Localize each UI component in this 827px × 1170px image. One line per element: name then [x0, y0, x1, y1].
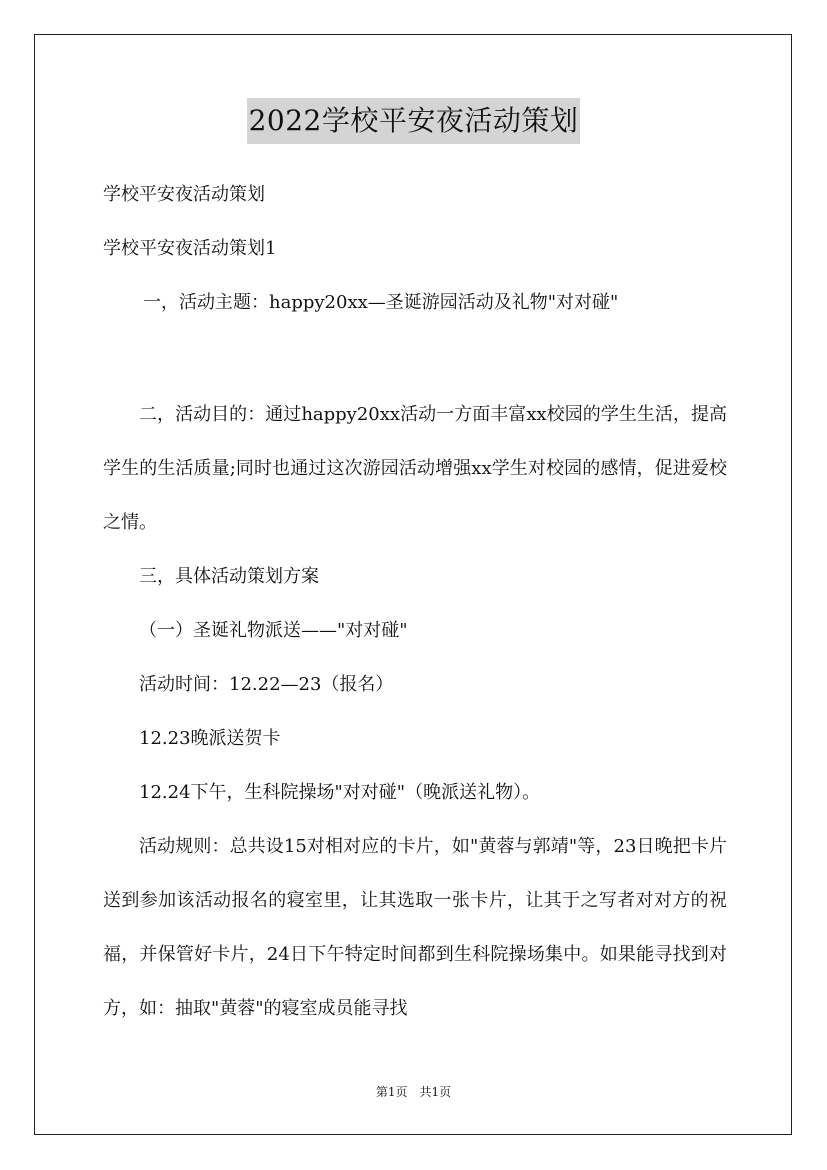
- plan-heading: 三，具体活动策划方案: [139, 566, 319, 587]
- document-body: [103, 172, 727, 1036]
- activity-purpose: 二，活动目的：通过happy20xx活动一方面丰富xx校园的学生生活，提高学生的生活质量;同时也通过这次游园活动增强xx学生对校园的感情，促进爱校之情。: [103, 404, 727, 533]
- activity-theme: 一，活动主题：happy20xx—圣诞游园活动及礼物"对对碰": [143, 292, 619, 313]
- card-delivery-time: 12.23晚派送贺卡: [139, 728, 281, 749]
- gift-section-heading: （一）圣诞礼物派送——"对对碰": [139, 620, 408, 641]
- activity-rules: 活动规则：总共设15对相对应的卡片，如"黄蓉与郭靖"等，23日晚把卡片送到参加该活动报名的寝室里，让其选取一张卡片，让其于之写者对对方的祝福，并保管好卡片，24日下午特定时间都到生科院操场集中。如果能寻找到对方，如：抽取"黄蓉"的寝室成员能寻找: [103, 836, 727, 1019]
- document-title: 2022学校平安夜活动策划: [247, 98, 581, 144]
- blank-line: [103, 334, 727, 388]
- page-footer: [0, 1083, 827, 1101]
- gift-exchange-time: 12.24下午，生科院操场"对对碰"（晚派送礼物）。: [139, 782, 541, 803]
- activity-time: 活动时间：12.22—23（报名）: [139, 674, 394, 695]
- subtitle-numbered-line: 学校平安夜活动策划1: [103, 238, 277, 259]
- title-container: [0, 98, 827, 144]
- page-number: 第1页: [375, 1085, 408, 1099]
- page-total: 共1页: [419, 1085, 452, 1099]
- subtitle-line: 学校平安夜活动策划: [103, 184, 265, 205]
